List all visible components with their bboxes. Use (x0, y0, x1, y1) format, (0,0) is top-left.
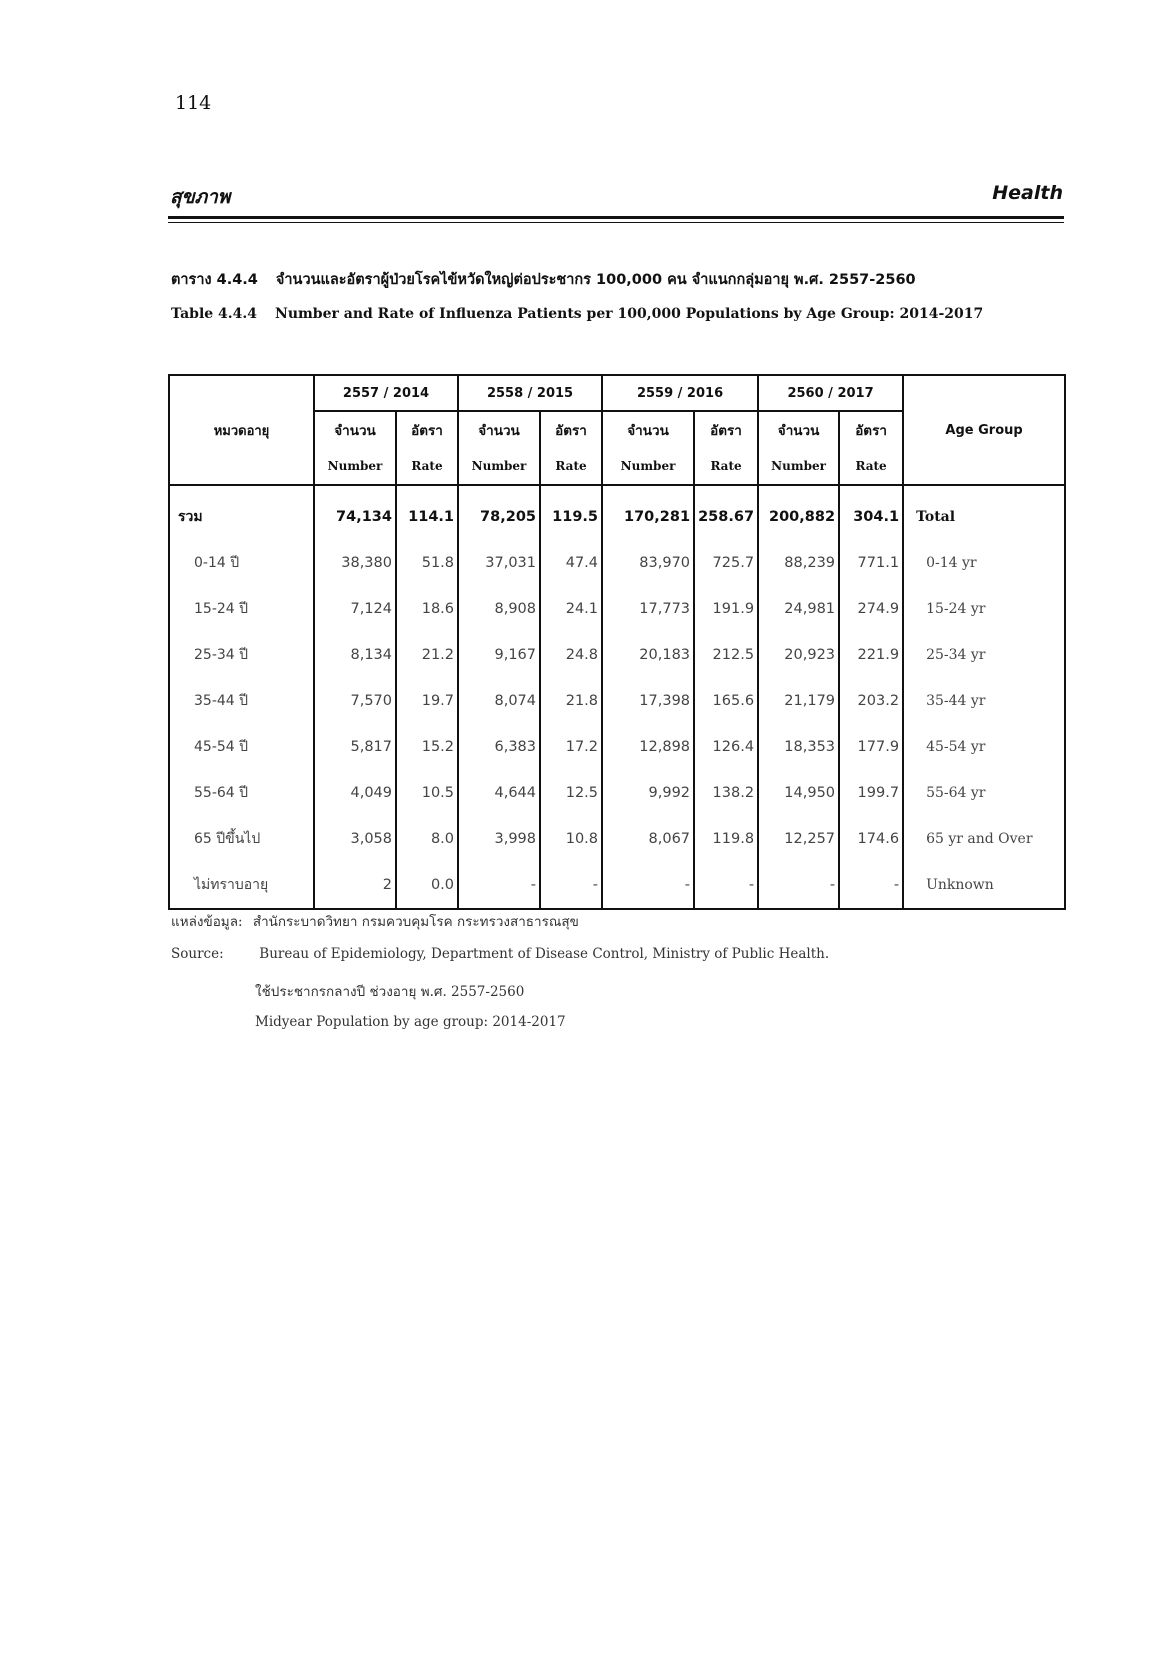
number-cell: 37,031 (458, 540, 540, 586)
sub-header-english: Number (758, 448, 839, 485)
rate-cell: 258.67 (694, 485, 758, 540)
sub-header-english: Rate (839, 448, 903, 485)
age-group-thai-cell: 35-44 ปี (169, 678, 314, 724)
table-row (169, 770, 1065, 816)
rate-cell: 199.7 (839, 770, 903, 816)
number-cell: 170,281 (602, 485, 694, 540)
number-cell: - (758, 862, 839, 909)
sub-header-english: Rate (396, 448, 458, 485)
table-row (169, 724, 1065, 770)
number-cell: 3,998 (458, 816, 540, 862)
number-cell: 6,383 (458, 724, 540, 770)
number-cell: 4,049 (314, 770, 396, 816)
sub-header-english: Number (602, 448, 694, 485)
age-group-english-cell: 55-64 yr (926, 785, 986, 801)
table-row (169, 540, 1065, 586)
number-cell: 88,239 (758, 540, 839, 586)
number-cell: 38,380 (314, 540, 396, 586)
rate-cell: 12.5 (540, 770, 602, 816)
number-cell: 8,908 (458, 586, 540, 632)
table-row (169, 678, 1065, 724)
sub-header-thai: จำนวน (758, 411, 839, 448)
table-row (169, 632, 1065, 678)
rate-cell: 19.7 (396, 678, 458, 724)
table-caption-thai: จำนวนและอัตราผู้ป่วยโรคไข้หวัดใหญ่ต่อประชากร 100,000 คน จำแนกกลุ่มอายุ พ.ศ. 2557-2560 (275, 272, 916, 288)
number-cell: 8,134 (314, 632, 396, 678)
number-cell: 4,644 (458, 770, 540, 816)
table-row (169, 485, 1065, 540)
population-note-thai: ใช้ประชากรกลางปี ช่วงอายุ พ.ศ. 2557-2560 (255, 984, 525, 1000)
rate-cell: 10.8 (540, 816, 602, 862)
age-group-thai-cell: 45-54 ปี (169, 724, 314, 770)
number-cell: 17,398 (602, 678, 694, 724)
number-cell: 200,882 (758, 485, 839, 540)
number-cell: 83,970 (602, 540, 694, 586)
age-group-english-cell: 65 yr and Over (926, 831, 1033, 847)
age-group-english-cell: 25-34 yr (926, 647, 986, 663)
population-note-english: Midyear Population by age group: 2014-2017 (255, 1014, 566, 1030)
sub-header-thai: จำนวน (602, 411, 694, 448)
age-group-english-cell: 15-24 yr (926, 601, 986, 617)
table-title-english (171, 306, 1001, 322)
number-cell: 18,353 (758, 724, 839, 770)
sub-header-thai: จำนวน (314, 411, 396, 448)
age-group-thai-cell: 15-24 ปี (169, 586, 314, 632)
table-row (169, 816, 1065, 862)
table-row (169, 862, 1065, 909)
source-english-label: Source: (171, 946, 224, 962)
rate-cell: 0.0 (396, 862, 458, 909)
table-body (169, 485, 1065, 909)
rate-cell: 126.4 (694, 724, 758, 770)
rate-cell: 191.9 (694, 586, 758, 632)
number-cell: 2 (314, 862, 396, 909)
sub-header-english: Rate (540, 448, 602, 485)
age-group-thai-cell: 55-64 ปี (169, 770, 314, 816)
rate-cell: 8.0 (396, 816, 458, 862)
rate-cell: 212.5 (694, 632, 758, 678)
sub-header-thai: อัตรา (396, 411, 458, 448)
page-number: 114 (175, 92, 212, 114)
rate-cell: 119.5 (540, 485, 602, 540)
sub-header-thai: อัตรา (839, 411, 903, 448)
rate-cell: - (540, 862, 602, 909)
number-cell: 12,257 (758, 816, 839, 862)
rate-cell: - (694, 862, 758, 909)
number-cell: 14,950 (758, 770, 839, 816)
sub-header-english: Number (314, 448, 396, 485)
source-english (171, 946, 829, 962)
number-cell: 7,570 (314, 678, 396, 724)
sub-header-english: Number (458, 448, 540, 485)
rate-cell: 24.8 (540, 632, 602, 678)
number-cell: 17,773 (602, 586, 694, 632)
rate-cell: 18.6 (396, 586, 458, 632)
rate-cell: 274.9 (839, 586, 903, 632)
rate-cell: 15.2 (396, 724, 458, 770)
rate-cell: 725.7 (694, 540, 758, 586)
number-cell: 8,067 (602, 816, 694, 862)
rate-cell: 114.1 (396, 485, 458, 540)
age-group-english-cell: Unknown (926, 877, 994, 893)
number-cell: 12,898 (602, 724, 694, 770)
rate-cell: 21.8 (540, 678, 602, 724)
rate-cell: 165.6 (694, 678, 758, 724)
number-cell: - (458, 862, 540, 909)
sub-header-thai: อัตรา (694, 411, 758, 448)
number-cell: 9,992 (602, 770, 694, 816)
rate-cell: 177.9 (839, 724, 903, 770)
number-cell: 21,179 (758, 678, 839, 724)
source-thai-text: สำนักระบาดวิทยา กรมควบคุมโรค กระทรวงสาธารณสุข (252, 914, 579, 930)
age-group-thai-cell: รวม (169, 485, 314, 540)
rate-cell: 203.2 (839, 678, 903, 724)
sub-header-thai: จำนวน (458, 411, 540, 448)
rate-cell: 10.5 (396, 770, 458, 816)
age-group-english-cell: 45-54 yr (926, 739, 986, 755)
age-group-english-cell: Total (916, 509, 956, 525)
number-cell: 24,981 (758, 586, 839, 632)
rate-cell: 51.8 (396, 540, 458, 586)
number-cell: 78,205 (458, 485, 540, 540)
source-thai-label: แหล่งข้อมูล: (171, 914, 243, 930)
rate-cell: 221.9 (839, 632, 903, 678)
header-rule (168, 216, 1064, 219)
table-number-english: Table 4.4.4 (171, 306, 258, 322)
table-caption-english: Number and Rate of Influenza Patients per 100,000 Populations by Age Group: 2014-2017 (275, 306, 984, 322)
rate-cell: 304.1 (839, 485, 903, 540)
number-cell: - (602, 862, 694, 909)
age-group-thai-cell: 0-14 ปี (169, 540, 314, 586)
table-title-thai (171, 268, 934, 291)
source-thai (171, 910, 579, 932)
rate-cell: 21.2 (396, 632, 458, 678)
table-number-thai: ตาราง 4.4.4 (171, 272, 258, 288)
table-row (169, 586, 1065, 632)
sub-header-thai: อัตรา (540, 411, 602, 448)
rate-cell: 771.1 (839, 540, 903, 586)
age-group-english-cell: 35-44 yr (926, 693, 986, 709)
rate-cell: 24.1 (540, 586, 602, 632)
rate-cell: 119.8 (694, 816, 758, 862)
rate-cell: 47.4 (540, 540, 602, 586)
rate-cell: 138.2 (694, 770, 758, 816)
number-cell: 74,134 (314, 485, 396, 540)
number-cell: 7,124 (314, 586, 396, 632)
rate-cell: 174.6 (839, 816, 903, 862)
number-cell: 20,183 (602, 632, 694, 678)
year-header: 2558 / 2015 (458, 375, 602, 411)
rate-cell: - (839, 862, 903, 909)
rate-cell: 17.2 (540, 724, 602, 770)
age-group-header-thai: หมวดอายุ (169, 375, 314, 485)
age-group-thai-cell: 65 ปีขึ้นไป (169, 816, 314, 862)
influenza-table (168, 374, 1066, 910)
section-title-english: Health (992, 182, 1063, 204)
age-group-thai-cell: ไม่ทราบอายุ (169, 862, 314, 909)
year-header: 2559 / 2016 (602, 375, 758, 411)
age-group-header-english: Age Group (903, 375, 1065, 485)
header-rule-thin (168, 222, 1064, 223)
age-group-thai-cell: 25-34 ปี (169, 632, 314, 678)
number-cell: 8,074 (458, 678, 540, 724)
year-header: 2557 / 2014 (314, 375, 458, 411)
number-cell: 3,058 (314, 816, 396, 862)
age-group-english-cell: 0-14 yr (926, 555, 977, 571)
section-title-thai: สุขภาพ (170, 186, 231, 208)
number-cell: 5,817 (314, 724, 396, 770)
sub-header-english: Rate (694, 448, 758, 485)
number-cell: 20,923 (758, 632, 839, 678)
year-header: 2560 / 2017 (758, 375, 903, 411)
source-english-text: Bureau of Epidemiology, Department of Disease Control, Ministry of Public Health. (259, 946, 830, 962)
number-cell: 9,167 (458, 632, 540, 678)
